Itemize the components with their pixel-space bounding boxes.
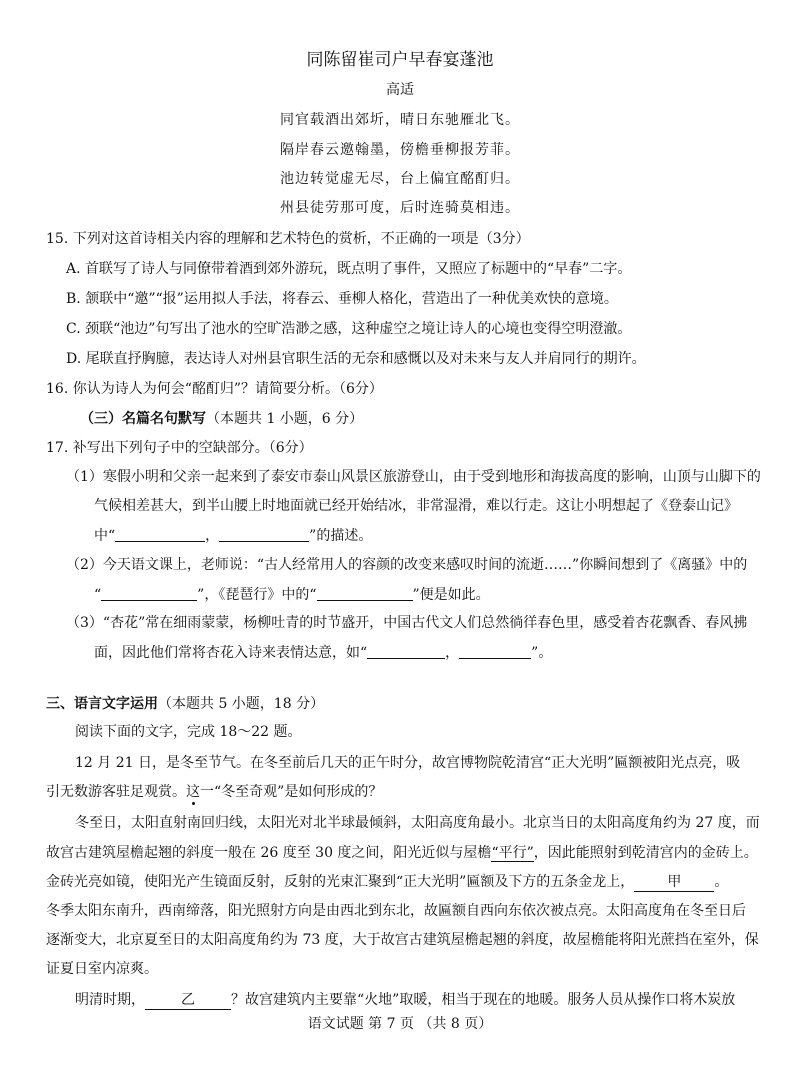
part-heading	[46, 696, 324, 713]
passage-line	[46, 784, 382, 801]
text: ”的描述。	[309, 528, 373, 544]
underlined-phrase: “平行”	[491, 845, 534, 861]
question-17-item-2-line: （2）今天语文课上，老师说：“古人经常用人的容颜的改变来感叹时间的流逝……”你瞬间想到了《离骚》中的	[66, 557, 748, 573]
passage-line	[46, 845, 758, 862]
passage-line: 证夏日室内凉爽。	[46, 961, 158, 977]
poem-title: 同陈留崔司户早春宴蓬池	[306, 50, 494, 70]
reading-instruction: 阅读下面的文字，完成 18～22 题。	[75, 724, 302, 740]
fill-blank-jia[interactable]: 甲	[634, 874, 714, 892]
answer-blank[interactable]	[459, 644, 531, 659]
section-note: （本题共 1 小题，6 分）	[206, 411, 364, 427]
answer-blank[interactable]	[317, 586, 413, 601]
part-title: 三、语言文字运用	[46, 696, 158, 712]
question-15-option-b: B. 颔联中“邀”“报”运用拟人手法，将春云、垂柳人格化，营造出了一种优美欢快的意境。	[66, 291, 618, 307]
text: ”。	[531, 645, 553, 661]
text: “	[94, 587, 102, 603]
question-15-stem: 15. 下列对这首诗相关内容的理解和艺术特色的赏析，不正确的一项是（3分）	[46, 231, 530, 247]
passage-line: 冬至日，太阳直射南回归线，太阳光对北半球最倾斜，太阳高度角最小。北京当日的太阳高度角约为 27 度，而	[75, 815, 760, 831]
text: ”便是如此。	[412, 587, 490, 603]
question-17-item-3-blanks	[94, 644, 552, 662]
poem-line: 池边转觉虚无尽，台上偏宜酩酊归。	[280, 171, 520, 187]
passage-line: 冬季太阳东南升，西南缔落，阳光照射方向是由西北到东北，故匾额自西向东依次被点亮。太阳高度角在冬至日后	[46, 903, 746, 919]
text: ，因此能照射到乾清宫内的金砖上。	[533, 845, 758, 861]
question-15-option-c: C. 颈联“池边”句写出了池水的空旷浩渺之感，这种虚空之境让诗人的心境也变得空明澄澈。	[66, 321, 632, 337]
poem-author: 高适	[386, 82, 414, 98]
text: 。	[714, 874, 729, 890]
question-17-item-1-blanks	[94, 527, 372, 545]
emphasis-dot-char: 这	[186, 784, 200, 800]
question-17-stem: 17. 补写出下列句子中的空缺部分。（6分）	[46, 440, 313, 456]
question-17-item-3-line: （3）“杏花”常在细雨蒙蒙，杨柳吐青的时节盛开，中国古代文人们总然徜徉春色里，感受着杏花飘香、春风拂	[66, 615, 748, 631]
text: ，	[445, 645, 460, 661]
answer-blank[interactable]	[219, 527, 309, 542]
text: ，	[205, 528, 220, 544]
text: 金砖光亮如镜，使阳光产生镜面反射，反射的光束汇聚到“正大光明”匾额及下方的五条金龙上，	[46, 874, 635, 890]
question-17-item-1-line: （1）寒假小明和父亲一起来到了泰安市泰山风景区旅游登山，由于受到地形和海拔高度的影响，山顶与山脚下的	[66, 469, 761, 485]
poem-line: 隔岸春云邀翰墨，傍檐垂柳报芳菲。	[280, 142, 520, 158]
answer-blank[interactable]	[115, 527, 205, 542]
answer-blank[interactable]	[367, 644, 445, 659]
text: 中“	[94, 528, 116, 544]
poem-line: 州县徒劳那可度，后时连骑莫相违。	[280, 200, 520, 216]
text: 面，因此他们常将杏花入诗来表情达意，如“	[94, 645, 368, 661]
answer-blank[interactable]	[101, 586, 197, 601]
passage-line	[46, 874, 728, 892]
text: ”，《琵琶行》中的“	[197, 587, 317, 603]
text: 明清时期，	[75, 992, 145, 1008]
text: 引无数游客驻足观赏。	[46, 784, 186, 800]
poem-line: 同官载酒出郊圻，晴日东驰雁北飞。	[280, 112, 520, 128]
question-16-stem: 16. 你认为诗人为何会“酩酊归”？请简要分析。（6分）	[46, 381, 383, 397]
question-17-item-1-line: 气候相差甚大，到半山腰上时地面就已经开始结冰，非常湿滑，难以行走。这让小明想起了《登泰山记》	[94, 498, 738, 514]
question-17-item-2-blanks	[94, 586, 490, 604]
text: ？故宫建筑内主要靠“火地”取暖，相当于现在的地暖。服务人员从操作口将木炭放	[231, 992, 736, 1008]
question-15-option-d: D. 尾联直抒胸臆，表达诗人对州县官职生活的无奈和感慨以及对未来与友人并肩同行的期许。	[66, 351, 646, 367]
section-heading	[80, 411, 363, 428]
text: 故宫古建筑屋檐起翘的斜度一般在 26 度至 30 度之间，阳光近似与屋檐	[46, 845, 492, 861]
passage-line: 12 月 21 日，是冬至节气。在冬至前后几天的正午时分，故宫博物院乾清宫“正大光明”匾额被阳光点亮，吸	[75, 755, 741, 771]
fill-blank-yi[interactable]: 乙	[145, 992, 231, 1010]
section-title: （三）名篇名句默写	[80, 411, 206, 427]
question-15-option-a: A. 首联写了诗人与同僚带着酒到郊外游玩，既点明了事件，又照应了标题中的“早春”二字。	[66, 261, 632, 277]
text: 一“冬至奇观”是如何形成的？	[200, 784, 383, 800]
page-footer: 语文试题 第 7 页 （共 8 页）	[307, 1016, 493, 1032]
part-note: （本题共 5 小题，18 分）	[158, 696, 325, 712]
passage-line	[75, 992, 735, 1010]
passage-line: 逐渐变大，北京夏至日的太阳高度角约为 73 度，大于故宫古建筑屋檐起翘的斜度，故屋檐能将阳光蔗挡在室外，保	[46, 932, 759, 948]
